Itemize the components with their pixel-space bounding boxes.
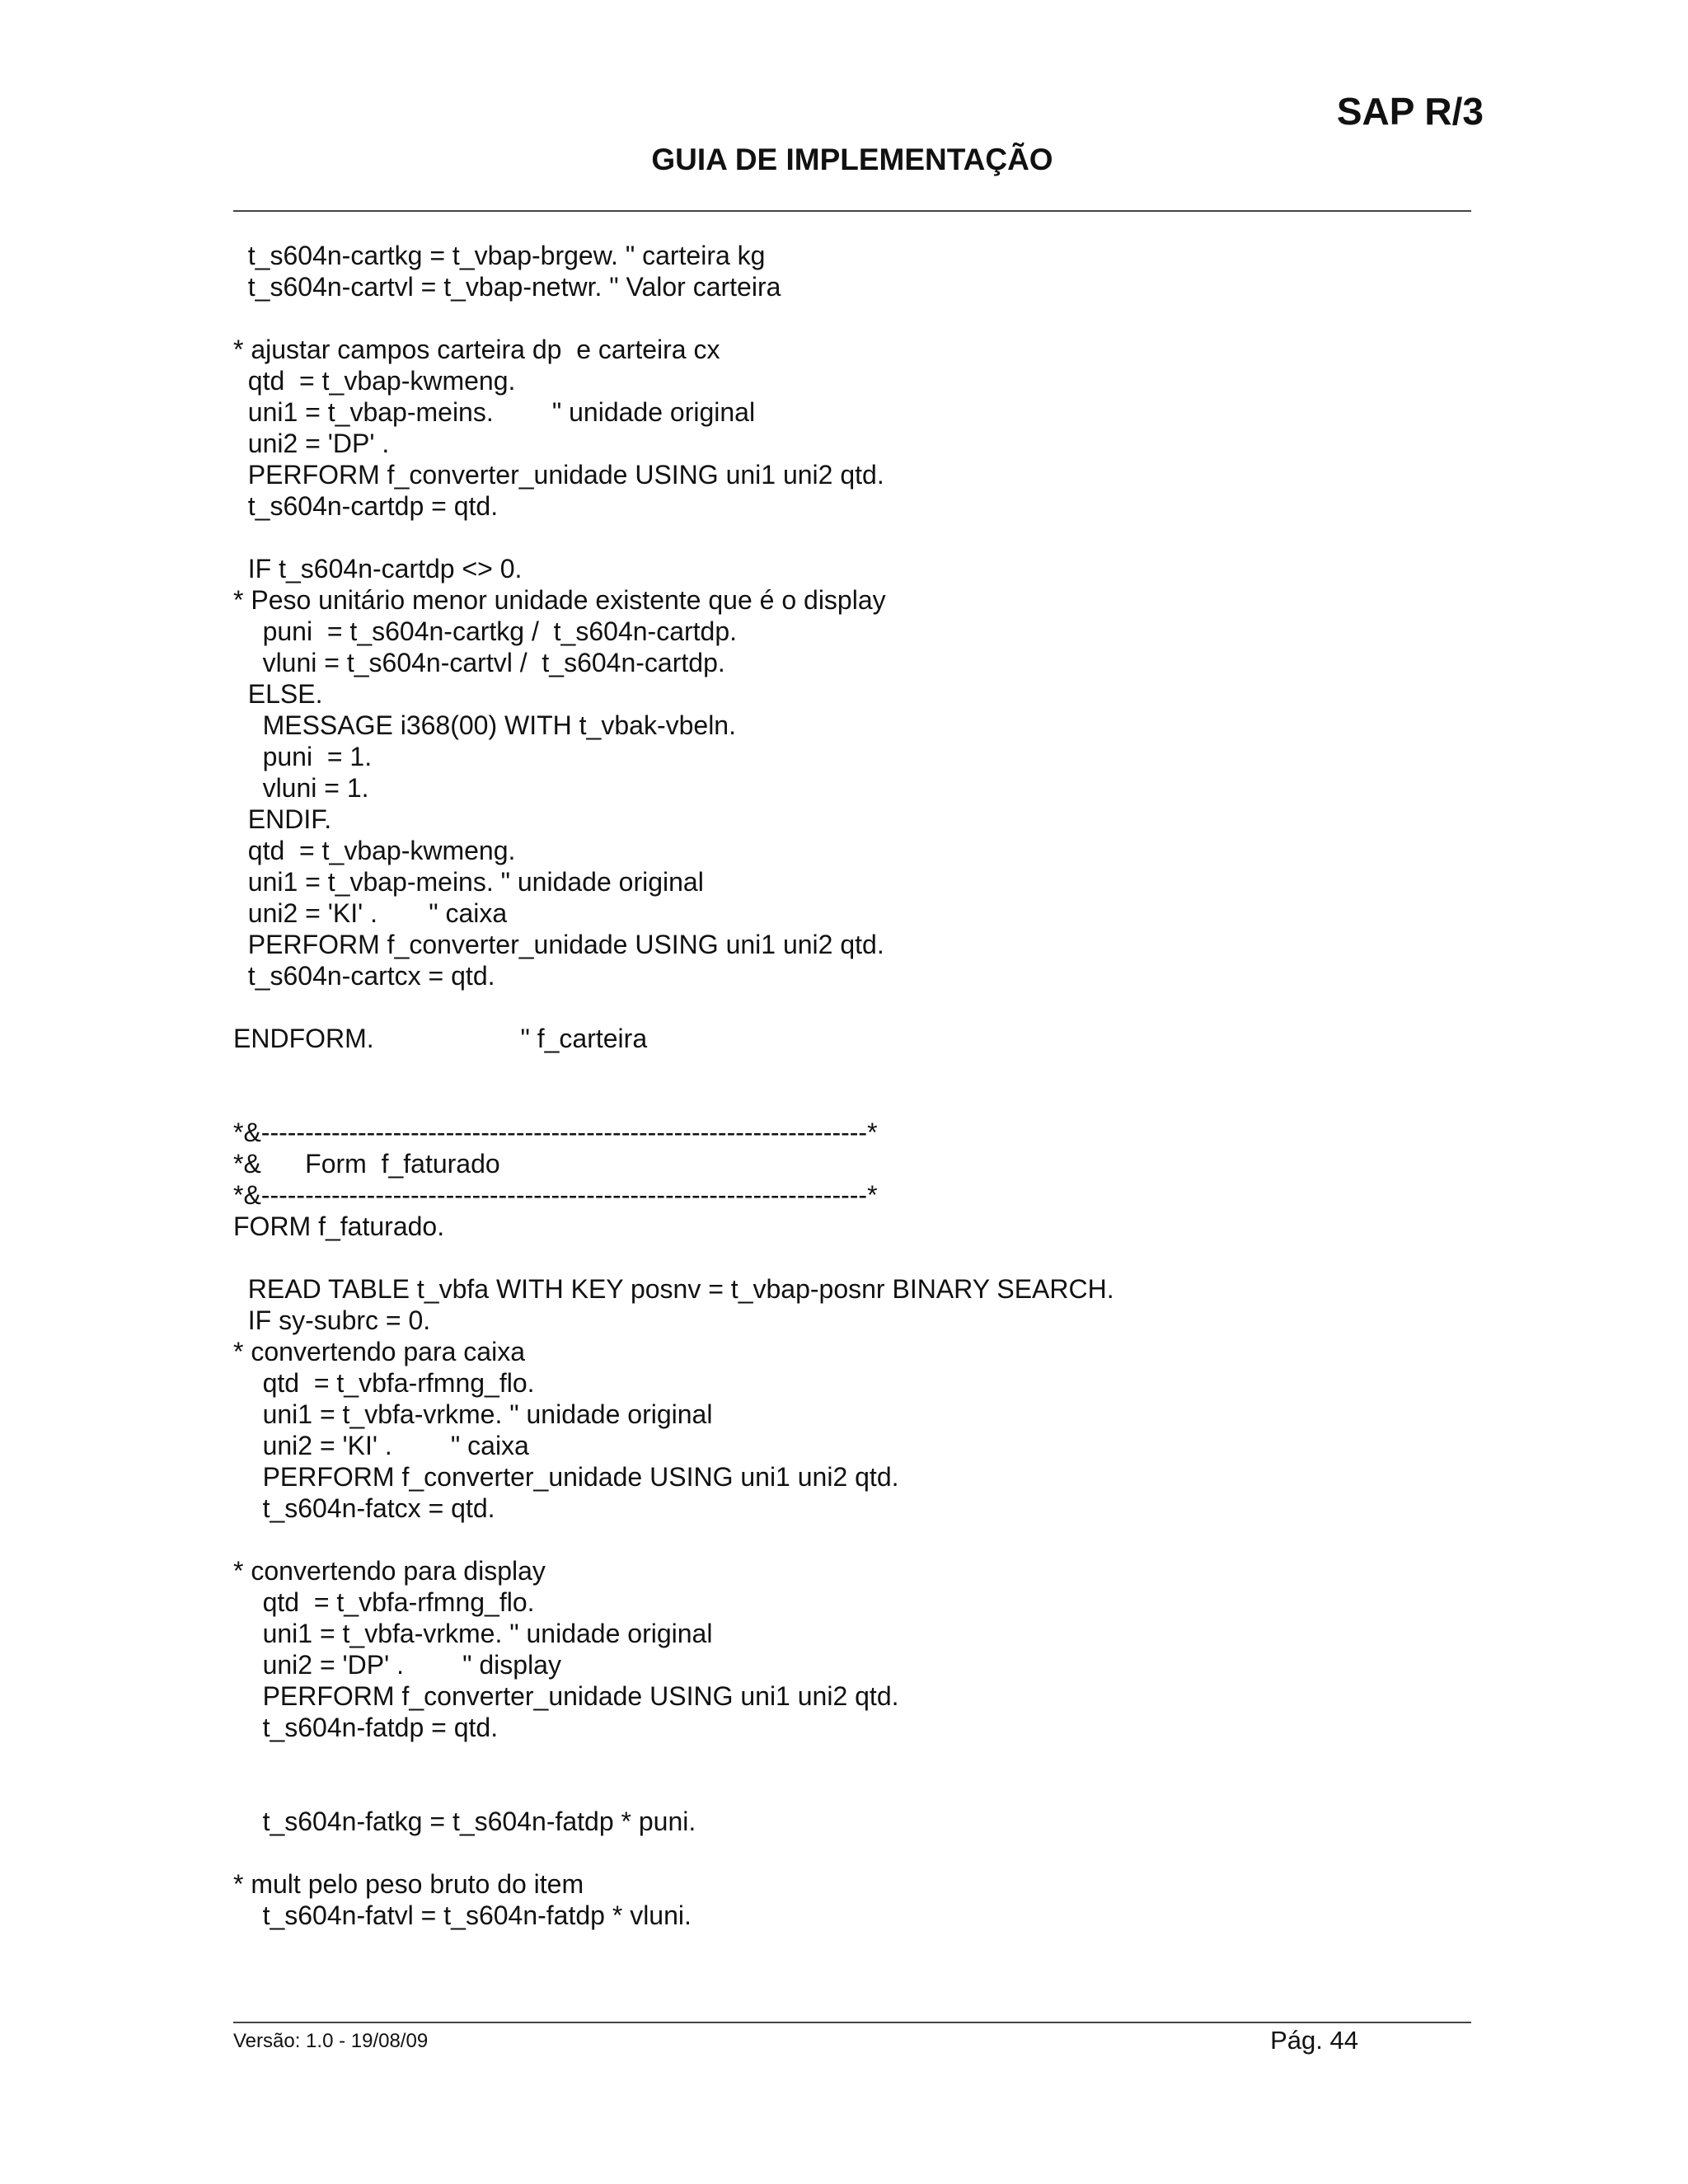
code-line: qtd = t_vbfa-rfmng_flo.	[233, 1368, 535, 1398]
page-number: Pág. 44	[1270, 2026, 1358, 2055]
code-line: ENDFORM. " f_carteira	[233, 1024, 648, 1053]
code-line: * ajustar campos carteira dp e carteira cx	[233, 335, 720, 364]
code-line: t_s604n-cartdp = qtd.	[233, 491, 499, 521]
code-line: ELSE.	[233, 679, 323, 709]
code-listing	[233, 240, 1471, 1931]
code-line: *&---------------------------------------------------------------------*	[233, 1118, 878, 1147]
code-line: uni2 = 'DP' .	[233, 429, 390, 458]
code-line: MESSAGE i368(00) WITH t_vbak-vbeln.	[233, 710, 736, 740]
code-line	[233, 1242, 1471, 1273]
code-line	[233, 1085, 1471, 1117]
code-line: uni2 = 'KI' . " caixa	[233, 898, 508, 928]
code-line: FORM f_faturado.	[233, 1212, 445, 1241]
header-divider	[233, 210, 1471, 212]
version-label: Versão: 1.0 - 19/08/09	[233, 2030, 429, 2052]
code-line: uni1 = t_vbfa-vrkme. " unidade original	[233, 1399, 713, 1429]
code-line: IF t_s604n-cartdp <> 0.	[233, 554, 523, 583]
code-line	[233, 302, 1471, 334]
code-line: uni2 = 'DP' . " display	[233, 1650, 561, 1680]
code-line: qtd = t_vbfa-rfmng_flo.	[233, 1587, 535, 1617]
code-line: t_s604n-fatcx = qtd.	[233, 1493, 495, 1523]
code-line: uni2 = 'KI' . " caixa	[233, 1431, 529, 1460]
code-line: PERFORM f_converter_unidade USING uni1 uni2 qtd.	[233, 1462, 899, 1492]
code-line: vluni = t_s604n-cartvl / t_s604n-cartdp.	[233, 648, 725, 677]
code-line: ENDIF.	[233, 804, 332, 834]
code-line: READ TABLE t_vbfa WITH KEY posnv = t_vbap-posnr BINARY SEARCH.	[233, 1274, 1114, 1304]
code-line: t_s604n-fatdp = qtd.	[233, 1713, 499, 1742]
code-line: * mult pelo peso bruto do item	[233, 1869, 584, 1899]
code-line: t_s604n-cartvl = t_vbap-netwr. " Valor carteira	[233, 272, 781, 302]
code-line: t_s604n-cartcx = qtd.	[233, 961, 495, 991]
code-line: IF sy-subrc = 0.	[233, 1305, 431, 1335]
code-line: *&---------------------------------------------------------------------*	[233, 1180, 878, 1210]
code-line	[233, 522, 1471, 553]
code-line	[233, 1743, 1471, 1774]
footer-divider	[233, 2022, 1471, 2023]
code-line: *& Form f_faturado	[233, 1149, 500, 1179]
code-line: qtd = t_vbap-kwmeng.	[233, 366, 516, 396]
code-line: qtd = t_vbap-kwmeng.	[233, 836, 516, 865]
code-line: PERFORM f_converter_unidade USING uni1 uni2 qtd.	[233, 1681, 899, 1711]
code-line: PERFORM f_converter_unidade USING uni1 uni2 qtd.	[233, 930, 884, 959]
code-line: puni = t_s604n-cartkg / t_s604n-cartdp.	[233, 616, 738, 646]
document-title: GUIA DE IMPLEMENTAÇÃO	[651, 143, 1053, 176]
code-line	[233, 1054, 1471, 1085]
code-line: uni1 = t_vbfa-vrkme. " unidade original	[233, 1619, 713, 1648]
code-line	[233, 1837, 1471, 1868]
code-line: PERFORM f_converter_unidade USING uni1 uni2 qtd.	[233, 460, 884, 490]
code-line: * Peso unitário menor unidade existente que é o display	[233, 585, 886, 615]
code-line: * convertendo para display	[233, 1556, 546, 1586]
code-line: uni1 = t_vbap-meins. " unidade original	[233, 867, 704, 897]
code-line	[233, 1524, 1471, 1555]
code-line: vluni = 1.	[233, 773, 369, 803]
code-line: puni = 1.	[233, 742, 373, 771]
code-line	[233, 991, 1471, 1023]
code-line: uni1 = t_vbap-meins. " unidade original	[233, 397, 756, 427]
code-line: t_s604n-cartkg = t_vbap-brgew. " carteira kg	[233, 241, 766, 270]
code-line	[233, 1774, 1471, 1806]
code-line: t_s604n-fatkg = t_s604n-fatdp * puni.	[233, 1807, 696, 1836]
code-line: * convertendo para caixa	[233, 1337, 525, 1366]
code-line: t_s604n-fatvl = t_s604n-fatdp * vluni.	[233, 1900, 692, 1930]
brand-title: SAP R/3	[1336, 90, 1484, 133]
